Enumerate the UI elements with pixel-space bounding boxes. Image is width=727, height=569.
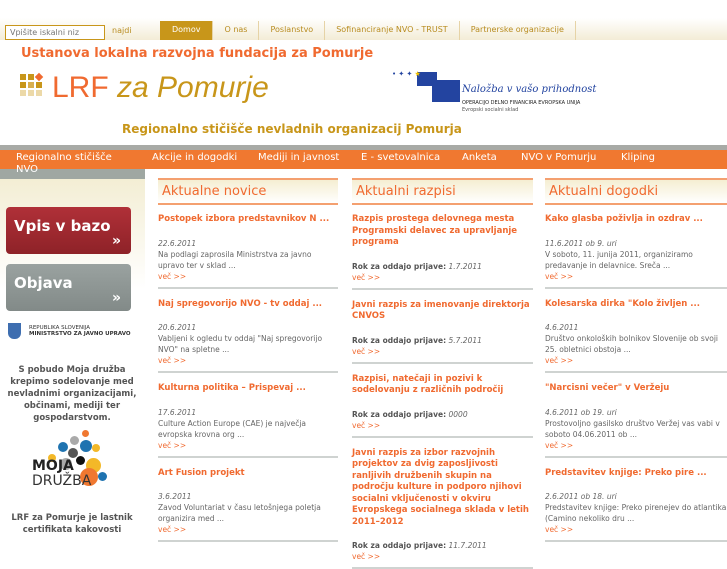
nav-anketa[interactable]: Anketa bbox=[462, 152, 497, 163]
crest-icon bbox=[8, 323, 21, 339]
list-item bbox=[545, 214, 727, 289]
list-item bbox=[545, 299, 727, 374]
list-item bbox=[352, 214, 533, 290]
deadline-label: Rok za oddajo prijave: bbox=[352, 541, 446, 550]
double-arrow-icon: » bbox=[112, 290, 121, 306]
menu-domov[interactable]: Domov bbox=[160, 21, 213, 40]
list-item bbox=[158, 468, 338, 543]
deadline-date: 0000 bbox=[449, 410, 468, 419]
item-title-link[interactable]: Kako glasba poživlja in ozdrav ... bbox=[545, 214, 727, 226]
more-link[interactable]: več >> bbox=[545, 355, 727, 366]
news-column bbox=[158, 178, 338, 545]
menu-poslanstvo[interactable]: Poslanstvo bbox=[259, 21, 325, 40]
stars-icon: • ✦ ✦ ★ bbox=[392, 70, 421, 78]
lrf-logo[interactable] bbox=[20, 70, 269, 106]
item-date: 2.6.2011 ob 18. uri bbox=[545, 491, 727, 502]
more-link[interactable]: več >> bbox=[352, 420, 533, 431]
moja-label: MOJA bbox=[32, 459, 74, 474]
organization-name: Ustanova lokalna razvojna fundacija za Pomurje bbox=[21, 46, 373, 61]
more-link[interactable]: več >> bbox=[545, 440, 727, 451]
search-button[interactable]: najdi bbox=[112, 26, 132, 35]
item-date: 11.6.2011 ob 9. uri bbox=[545, 238, 727, 249]
item-title-link[interactable]: Predstavitev knjige: Preko pire ... bbox=[545, 468, 727, 480]
item-date: 4.6.2011 bbox=[545, 322, 727, 333]
list-item bbox=[158, 214, 338, 289]
deadline-label: Rok za oddajo prijave: bbox=[352, 336, 446, 345]
eu-logo bbox=[392, 70, 602, 120]
ministry-line1: REPUBLIKA SLOVENIJA bbox=[29, 325, 131, 331]
objava-label: Objava bbox=[14, 274, 73, 292]
top-menu bbox=[160, 21, 576, 40]
list-item bbox=[545, 468, 727, 543]
menu-partnerske[interactable]: Partnerske organizacije bbox=[460, 21, 576, 40]
deadline-date: 5.7.2011 bbox=[449, 336, 482, 345]
certificate-text: LRF za Pomurje je lastnik certifikata kakovosti bbox=[2, 512, 142, 536]
logo-za-pomurje: za Pomurje bbox=[117, 71, 269, 104]
eu-flag-icon bbox=[432, 80, 460, 102]
list-item bbox=[545, 383, 727, 458]
logo-lrf: LRF bbox=[52, 71, 109, 104]
item-date: 4.6.2011 ob 19. uri bbox=[545, 407, 727, 418]
item-title-link[interactable]: Naj spregovorijo NVO - tv oddaj ... bbox=[158, 299, 338, 311]
item-title-link[interactable]: Javni razpis za imenovanje direktorja CNVOS bbox=[352, 300, 533, 323]
item-date: 17.6.2011 bbox=[158, 407, 338, 418]
menu-sofinanciranje[interactable]: Sofinanciranje NVO - TRUST bbox=[325, 21, 459, 40]
deadline-date: 1.7.2011 bbox=[449, 262, 482, 271]
site-subtitle: Regionalno stičišče nevladnih organizacij Pomurja bbox=[122, 122, 462, 136]
item-title-link[interactable]: Kolesarska dirka "Kolo življen ... bbox=[545, 299, 727, 311]
deadline bbox=[352, 261, 533, 272]
item-title-link[interactable]: "Narcisni večer" v Veržeju bbox=[545, 383, 727, 395]
list-item bbox=[352, 448, 533, 569]
item-summary: Prostovoljno gasilsko društvo Veržej vas vabi v soboto 04.06.2011 ob ... bbox=[545, 418, 727, 440]
news-heading: Aktualne novice bbox=[158, 178, 338, 205]
nav-kliping[interactable]: Kliping bbox=[621, 152, 655, 163]
more-link[interactable]: več >> bbox=[352, 551, 533, 562]
vpis-label: Vpis v bazo bbox=[14, 217, 111, 235]
more-link[interactable]: več >> bbox=[158, 524, 338, 535]
item-summary: V soboto, 11. junija 2011, organiziramo predavanje in delavnice. Sreča ... bbox=[545, 249, 727, 271]
vpis-v-bazo-button[interactable] bbox=[6, 207, 131, 254]
list-item bbox=[158, 383, 338, 458]
double-arrow-icon: » bbox=[112, 233, 121, 249]
item-title-link[interactable]: Razpisi, natečaji in pozivi k sodelovanju z različnih področij bbox=[352, 374, 533, 397]
more-link[interactable]: več >> bbox=[352, 272, 533, 283]
tenders-column bbox=[352, 178, 533, 545]
ministry-line2: MINISTRSTVO ZA JAVNO UPRAVO bbox=[29, 331, 131, 337]
nav-mediji[interactable]: Mediji in javnost bbox=[258, 152, 339, 163]
nav-regionalno[interactable]: Regionalno stičišče NVO bbox=[16, 152, 126, 176]
more-link[interactable]: več >> bbox=[545, 271, 727, 282]
logo-squares-icon bbox=[20, 74, 42, 96]
tenders-heading: Aktualni razpisi bbox=[352, 178, 533, 205]
item-title-link[interactable]: Kulturna politika – Prispevaj ... bbox=[158, 383, 338, 395]
druzba-label: DRUŽBA bbox=[32, 474, 91, 489]
item-date: 3.6.2011 bbox=[158, 491, 338, 502]
deadline bbox=[352, 409, 533, 420]
more-link[interactable]: več >> bbox=[545, 524, 727, 535]
ministry-logo[interactable] bbox=[8, 323, 131, 339]
events-heading: Aktualni dogodki bbox=[545, 178, 727, 205]
more-link[interactable]: več >> bbox=[158, 271, 338, 282]
item-date: 22.6.2011 bbox=[158, 238, 338, 249]
eu-line1: OPERACIJO DELNO FINANCIRA EVROPSKA UNIJA bbox=[462, 100, 580, 106]
deadline-label: Rok za oddajo prijave: bbox=[352, 410, 446, 419]
deadline-date: 11.7.2011 bbox=[449, 541, 487, 550]
menu-o-nas[interactable]: O nas bbox=[213, 21, 259, 40]
item-summary: Na podlagi zaprosila Ministrstva za javno upravo ter v sklad ... bbox=[158, 249, 338, 271]
eu-line2: Evropski socialni sklad bbox=[462, 107, 518, 113]
nav-e-svetovalnica[interactable]: E - svetovalnica bbox=[361, 152, 440, 163]
pobudo-text: S pobudo Moja družba krepimo sodelovanje med nevladnimi organizacijami, občinami, mediji ter gospodarstvom. bbox=[2, 364, 142, 424]
item-summary: Predstavitev knjige: Preko pirenejev do atlantika (Camino nekoliko dru ... bbox=[545, 502, 727, 524]
deadline bbox=[352, 540, 533, 551]
more-link[interactable]: več >> bbox=[352, 346, 533, 357]
item-date: 20.6.2011 bbox=[158, 322, 338, 333]
search-input[interactable] bbox=[5, 25, 105, 40]
list-item bbox=[158, 299, 338, 374]
objava-button[interactable] bbox=[6, 264, 131, 311]
nav-akcije[interactable]: Akcije in dogodki bbox=[152, 152, 237, 163]
item-title-link[interactable]: Art Fusion projekt bbox=[158, 468, 338, 480]
item-summary: Društvo onkoloških bolnikov Slovenije ob svoji 25. obletnici obstoja ... bbox=[545, 333, 727, 355]
more-link[interactable]: več >> bbox=[158, 440, 338, 451]
list-item bbox=[352, 374, 533, 438]
item-title-link[interactable]: Razpis prostega delovnega mesta Programski delavec za upravljanje programa bbox=[352, 214, 533, 249]
item-title-link[interactable]: Javni razpis za izbor razvojnih projektov za dvig zaposljivosti ranljivih družbenih skupin na področju kulture in podporo njihovi socialni vključenosti v okviru Evropskega socialnega sklada v letih 2011–2012 bbox=[352, 448, 533, 529]
more-link[interactable]: več >> bbox=[158, 355, 338, 366]
item-summary: Culture Action Europe (CAE) je največja evropska krovna org ... bbox=[158, 418, 338, 440]
events-column bbox=[545, 178, 727, 545]
item-title-link[interactable]: Postopek izbora predstavnikov N ... bbox=[158, 214, 338, 226]
eu-slogan: Naložba v vašo prihodnost bbox=[462, 84, 596, 95]
deadline bbox=[352, 335, 533, 346]
item-summary: Zavod Voluntariat v času letošnjega poletja organizira med ... bbox=[158, 502, 338, 524]
item-summary: Vabljeni k ogledu tv oddaj "Naj spregovorijo NVO" na spletne ... bbox=[158, 333, 338, 355]
deadline-label: Rok za oddajo prijave: bbox=[352, 262, 446, 271]
list-item bbox=[352, 300, 533, 364]
nav-nvo-v-pomurju[interactable]: NVO v Pomurju bbox=[521, 152, 596, 163]
